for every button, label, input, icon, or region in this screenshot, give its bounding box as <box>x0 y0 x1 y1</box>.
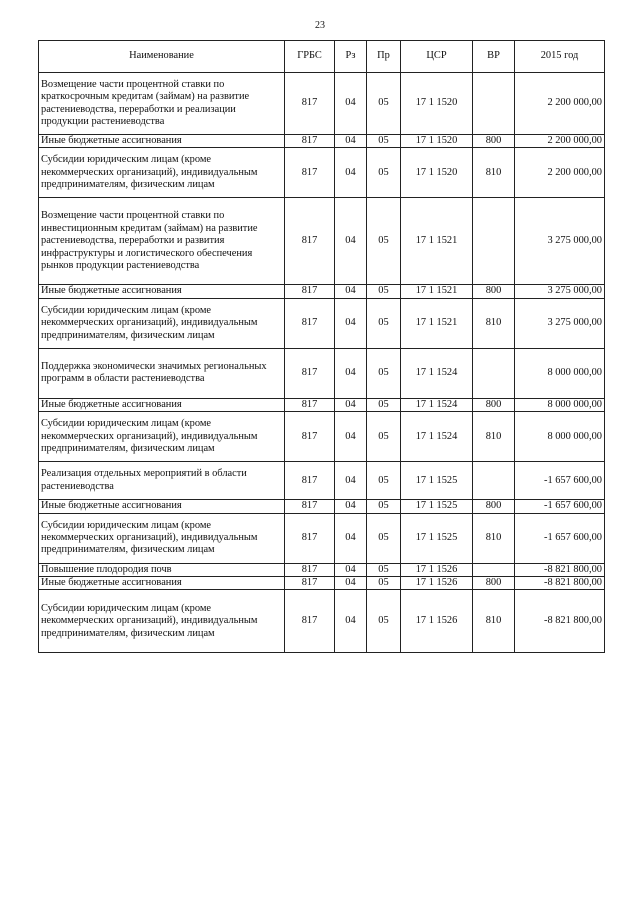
row-csr: 17 1 1525 <box>401 513 473 563</box>
row-pr: 05 <box>367 148 401 198</box>
row-vr <box>473 563 515 576</box>
row-vr <box>473 348 515 398</box>
row-amount: -8 821 800,00 <box>515 577 605 590</box>
row-rz: 04 <box>335 398 367 411</box>
row-rz: 04 <box>335 513 367 563</box>
row-rz: 04 <box>335 412 367 462</box>
row-vr <box>473 73 515 135</box>
table-row <box>39 577 605 590</box>
table-row <box>39 513 605 563</box>
table-row <box>39 462 605 500</box>
row-name: Субсидии юридическим лицам (кроме некоммерческих организаций), индивидуальным предпринимателям, физическим лицам <box>39 412 285 462</box>
row-csr: 17 1 1524 <box>401 348 473 398</box>
table-row <box>39 500 605 513</box>
row-rz: 04 <box>335 563 367 576</box>
table-row <box>39 590 605 653</box>
row-rz: 04 <box>335 348 367 398</box>
row-csr: 17 1 1526 <box>401 590 473 653</box>
row-pr: 05 <box>367 285 401 298</box>
row-csr: 17 1 1521 <box>401 298 473 348</box>
row-rz: 04 <box>335 73 367 135</box>
row-amount: 3 275 000,00 <box>515 298 605 348</box>
row-grbs: 817 <box>285 412 335 462</box>
row-amount: 2 200 000,00 <box>515 148 605 198</box>
row-csr: 17 1 1521 <box>401 285 473 298</box>
table-row <box>39 285 605 298</box>
row-name: Повышение плодородия почв <box>39 563 285 576</box>
header-pr: Пр <box>367 41 401 73</box>
row-vr <box>473 462 515 500</box>
row-grbs: 817 <box>285 500 335 513</box>
row-grbs: 817 <box>285 285 335 298</box>
header-grbs: ГРБС <box>285 41 335 73</box>
row-pr: 05 <box>367 73 401 135</box>
row-csr: 17 1 1524 <box>401 398 473 411</box>
row-name: Иные бюджетные ассигнования <box>39 577 285 590</box>
row-grbs: 817 <box>285 198 335 285</box>
row-amount: -8 821 800,00 <box>515 563 605 576</box>
row-name: Иные бюджетные ассигнования <box>39 398 285 411</box>
row-vr: 810 <box>473 298 515 348</box>
row-amount: -1 657 600,00 <box>515 462 605 500</box>
budget-table <box>38 40 605 653</box>
row-rz: 04 <box>335 500 367 513</box>
row-name: Субсидии юридическим лицам (кроме некоммерческих организаций), индивидуальным предпринимателям, физическим лицам <box>39 590 285 653</box>
row-csr: 17 1 1521 <box>401 198 473 285</box>
row-amount: -1 657 600,00 <box>515 500 605 513</box>
header-year: 2015 год <box>515 41 605 73</box>
row-rz: 04 <box>335 298 367 348</box>
row-name: Возмещение части процентной ставки по краткосрочным кредитам (займам) на развитие растениеводства, переработки и реализации продукции растениеводства <box>39 73 285 135</box>
row-csr: 17 1 1526 <box>401 577 473 590</box>
row-csr: 17 1 1525 <box>401 462 473 500</box>
row-csr: 17 1 1520 <box>401 148 473 198</box>
row-pr: 05 <box>367 198 401 285</box>
table-row <box>39 412 605 462</box>
row-rz: 04 <box>335 135 367 148</box>
header-rz: Рз <box>335 41 367 73</box>
row-pr: 05 <box>367 563 401 576</box>
row-grbs: 817 <box>285 348 335 398</box>
row-rz: 04 <box>335 577 367 590</box>
table-body <box>39 73 605 653</box>
row-name: Поддержка экономически значимых региональных программ в области растениеводства <box>39 348 285 398</box>
row-name: Иные бюджетные ассигнования <box>39 135 285 148</box>
row-vr: 800 <box>473 285 515 298</box>
row-amount: 8 000 000,00 <box>515 398 605 411</box>
row-pr: 05 <box>367 298 401 348</box>
row-csr: 17 1 1524 <box>401 412 473 462</box>
row-amount: 8 000 000,00 <box>515 348 605 398</box>
table-row <box>39 135 605 148</box>
row-vr: 800 <box>473 577 515 590</box>
row-grbs: 817 <box>285 135 335 148</box>
row-rz: 04 <box>335 148 367 198</box>
row-grbs: 817 <box>285 148 335 198</box>
row-grbs: 817 <box>285 577 335 590</box>
table-row <box>39 198 605 285</box>
row-csr: 17 1 1520 <box>401 73 473 135</box>
row-amount: 8 000 000,00 <box>515 412 605 462</box>
table-row <box>39 348 605 398</box>
row-name: Возмещение части процентной ставки по инвестиционным кредитам (займам) на развитие растениеводства, переработки и развития инфраструктуры и логистического обеспечения рынков продукции растениеводства <box>39 198 285 285</box>
row-csr: 17 1 1525 <box>401 500 473 513</box>
table-row <box>39 298 605 348</box>
row-pr: 05 <box>367 500 401 513</box>
row-rz: 04 <box>335 198 367 285</box>
row-amount: 3 275 000,00 <box>515 198 605 285</box>
row-vr: 800 <box>473 500 515 513</box>
row-name: Реализация отдельных мероприятий в области растениеводства <box>39 462 285 500</box>
row-pr: 05 <box>367 577 401 590</box>
table-row <box>39 398 605 411</box>
header-vr: ВР <box>473 41 515 73</box>
row-name: Субсидии юридическим лицам (кроме некоммерческих организаций), индивидуальным предпринимателям, физическим лицам <box>39 513 285 563</box>
header-csr: ЦСР <box>401 41 473 73</box>
row-pr: 05 <box>367 398 401 411</box>
row-grbs: 817 <box>285 513 335 563</box>
row-grbs: 817 <box>285 298 335 348</box>
row-name: Субсидии юридическим лицам (кроме некоммерческих организаций), индивидуальным предпринимателям, физическим лицам <box>39 148 285 198</box>
row-csr: 17 1 1526 <box>401 563 473 576</box>
row-pr: 05 <box>367 462 401 500</box>
row-rz: 04 <box>335 590 367 653</box>
row-pr: 05 <box>367 412 401 462</box>
row-rz: 04 <box>335 285 367 298</box>
row-name: Иные бюджетные ассигнования <box>39 285 285 298</box>
row-vr: 810 <box>473 148 515 198</box>
row-vr: 810 <box>473 513 515 563</box>
row-pr: 05 <box>367 348 401 398</box>
table-row <box>39 73 605 135</box>
row-amount: 3 275 000,00 <box>515 285 605 298</box>
row-pr: 05 <box>367 590 401 653</box>
row-grbs: 817 <box>285 563 335 576</box>
row-pr: 05 <box>367 135 401 148</box>
row-grbs: 817 <box>285 73 335 135</box>
row-vr: 800 <box>473 398 515 411</box>
row-vr: 810 <box>473 412 515 462</box>
row-vr <box>473 198 515 285</box>
row-grbs: 817 <box>285 462 335 500</box>
page-number: 23 <box>315 20 325 31</box>
row-amount: -1 657 600,00 <box>515 513 605 563</box>
row-vr: 800 <box>473 135 515 148</box>
row-amount: 2 200 000,00 <box>515 135 605 148</box>
row-amount: 2 200 000,00 <box>515 73 605 135</box>
row-amount: -8 821 800,00 <box>515 590 605 653</box>
row-rz: 04 <box>335 462 367 500</box>
row-name: Субсидии юридическим лицам (кроме некоммерческих организаций), индивидуальным предпринимателям, физическим лицам <box>39 298 285 348</box>
row-name: Иные бюджетные ассигнования <box>39 500 285 513</box>
row-csr: 17 1 1520 <box>401 135 473 148</box>
row-grbs: 817 <box>285 590 335 653</box>
table-row <box>39 148 605 198</box>
row-grbs: 817 <box>285 398 335 411</box>
row-pr: 05 <box>367 513 401 563</box>
table-row <box>39 563 605 576</box>
row-vr: 810 <box>473 590 515 653</box>
header-name: Наименование <box>39 41 285 73</box>
table-header-row <box>39 41 605 73</box>
